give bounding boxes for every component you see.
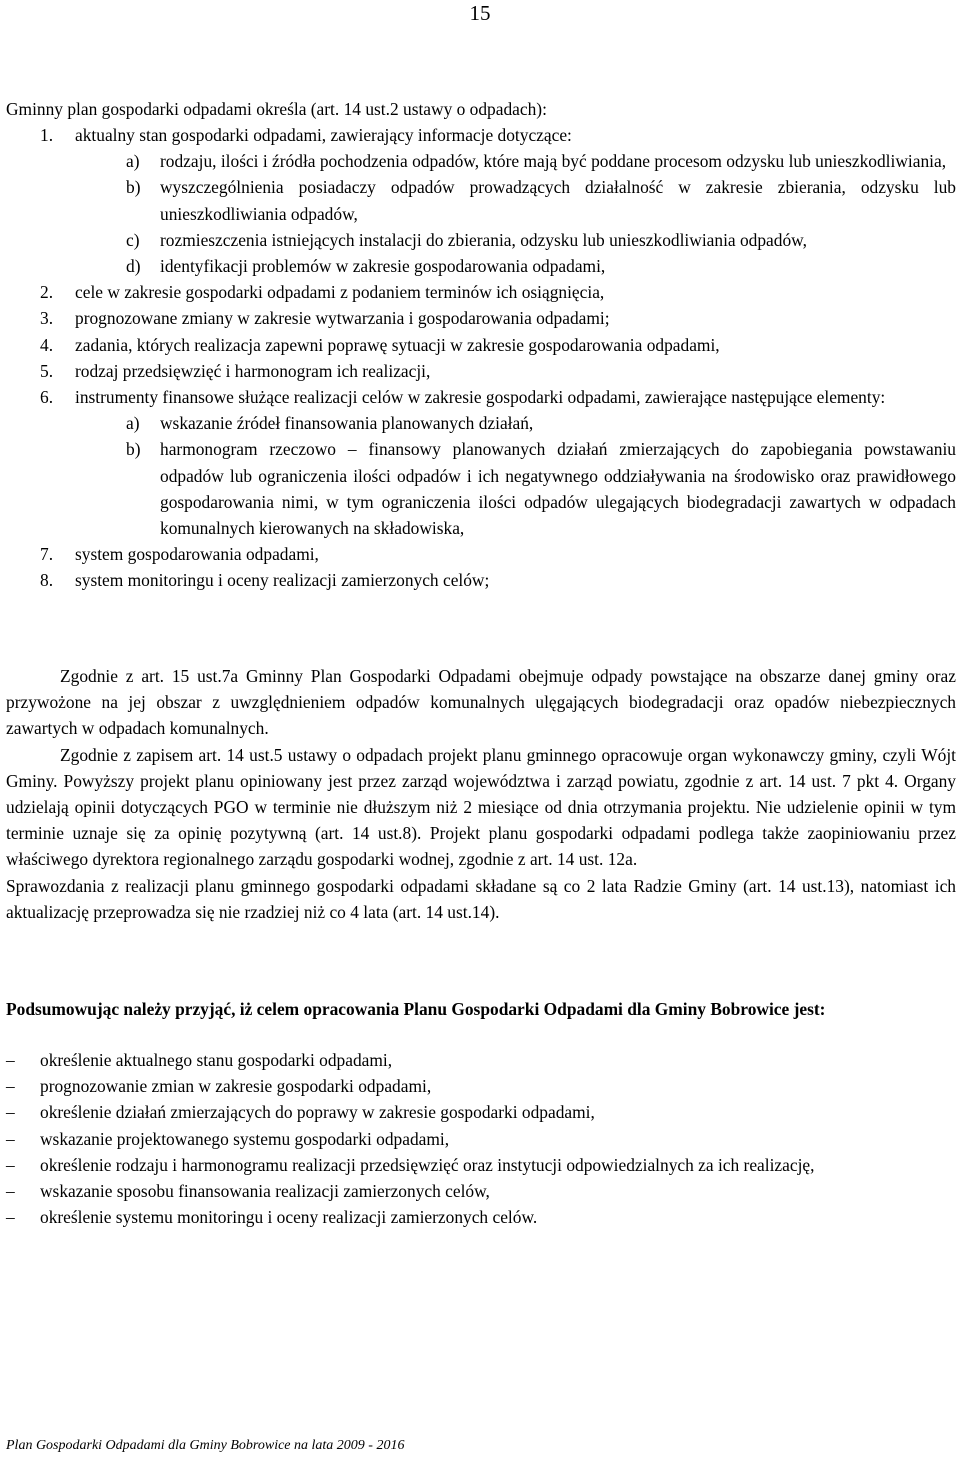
list-item (6, 1152, 956, 1178)
bullet-text: określenie rodzaju i harmonogramu realizacji przedsięwzięć oraz instytucji odpowiedzialnych za ich realizację, (40, 1154, 815, 1175)
list-item (6, 541, 956, 567)
sub-item-label: c) (126, 229, 140, 250)
sub-item-text: rodzaju, ilości i źródła pochodzenia odpadów, które mają być poddane procesom odzysku lub unieszkodliwiania, (160, 151, 947, 172)
paragraph: Zgodnie z art. 15 ust.7a Gminny Plan Gospodarki Odpadami obejmuje odpady powstające na obszarze danej gminy oraz przywożone na jej obszar z uwzględnieniem odpadów komunalnych ulęgających biodegradacji oraz opadów niebezpiecznych zawartych w odpadach komunalnych. (6, 666, 956, 739)
dash-bullet: – (6, 1128, 15, 1149)
list-item (6, 1178, 956, 1204)
goals-list (6, 1047, 956, 1230)
list-item (6, 1204, 956, 1230)
sub-item-text: wskazanie źródeł finansowania planowanych działań, (160, 413, 534, 434)
list-item (6, 332, 956, 358)
sub-item-text: rozmieszczenia istniejących instalacji do zbierania, odzysku lub unieszkodliwiania odpadów, (160, 229, 807, 250)
sub-item (6, 410, 956, 436)
item-number: 2. (40, 282, 54, 303)
list-item (6, 358, 956, 384)
paragraph: Sprawozdania z realizacji planu gminnego gospodarki odpadami składane są co 2 lata Radzie Gminy (art. 14 ust.13), natomiast ich aktualizację przeprowadza się nie rzadziej niż co 4 lata (art. 14 ust.14). (6, 875, 956, 922)
bullet-text: określenie systemu monitoringu i oceny realizacji zamierzonych celów. (40, 1207, 538, 1228)
sub-item (6, 253, 956, 279)
sub-item-label: a) (126, 413, 140, 434)
item-text: cele w zakresie gospodarki odpadami z podaniem terminów ich osiągnięcia, (75, 282, 605, 303)
sub-item (6, 227, 956, 253)
sub-item (6, 148, 956, 174)
intro-text: Gminny plan gospodarki odpadami określa (art. 14 ust.2 ustawy o odpadach): (6, 99, 547, 119)
item-number: 3. (40, 308, 54, 329)
sub-item-label: a) (126, 151, 140, 172)
sub-item-text: identyfikacji problemów w zakresie gospodarowania odpadami, (160, 256, 606, 277)
item-number: 5. (40, 360, 54, 381)
item-number: 8. (40, 570, 54, 591)
item-text: system monitoringu i oceny realizacji zamierzonych celów; (75, 570, 490, 591)
item-text: zadania, których realizacja zapewni poprawę sytuacji w zakresie gospodarowania odpadami, (75, 334, 720, 355)
body-paragraphs (6, 663, 956, 925)
bullet-text: określenie działań zmierzających do poprawy w zakresie gospodarki odpadami, (40, 1102, 595, 1123)
item-text: prognozowane zmiany w zakresie wytwarzania i gospodarowania odpadami; (75, 308, 610, 329)
list-item (6, 1073, 956, 1099)
sub-item-label: d) (126, 256, 141, 277)
sub-item-text: wyszczególnienia posiadaczy odpadów prowadzących działalność w zakresie zbierania, odzysku lub unieszkodliwiania odpadów, (160, 177, 956, 224)
item-number: 4. (40, 334, 54, 355)
item-text: instrumenty finansowe służące realizacji celów w zakresie gospodarki odpadami, zawierające następujące elementy: (75, 387, 886, 408)
dash-bullet: – (6, 1050, 15, 1070)
dash-bullet: – (6, 1207, 15, 1228)
dash-bullet: – (6, 1076, 15, 1097)
list-item (6, 1099, 956, 1125)
bullet-text: wskazanie projektowanego systemu gospodarki odpadami, (40, 1128, 450, 1149)
item-number: 1. (40, 125, 54, 145)
dash-bullet: – (6, 1154, 15, 1175)
list-item (6, 567, 956, 593)
page-number: 15 (469, 1, 491, 25)
sub-item-label: b) (126, 177, 141, 198)
sub-item (6, 174, 956, 226)
list-item (6, 1126, 956, 1152)
summary-heading: Podsumowując należy przyjąć, iż celem opracowania Planu Gospodarki Odpadami dla Gminy Bobrowice jest: (6, 999, 826, 1019)
sub-item-label: b) (126, 439, 141, 460)
sub-item-text: harmonogram rzeczowo – finansowy planowanych działań zmierzających do zapobiegania powstawaniu odpadów lub ograniczenia ilości odpadów i ich negatywnego oddziaływania na środowisko oraz prawidłowego gospodarowania nimi, w tym ograniczenia ilości odpadów ulegających biodegradacji zawartych w odpadach komunalnych kierowanych na składowiska, (160, 439, 956, 539)
requirements-list (6, 122, 956, 594)
list-item (6, 279, 956, 305)
sub-item (6, 436, 956, 541)
list-item (6, 1047, 956, 1073)
bullet-text: wskazanie sposobu finansowania realizacji zamierzonych celów, (40, 1181, 490, 1202)
bullet-text: określenie aktualnego stanu gospodarki odpadami, (40, 1050, 393, 1070)
item-text: rodzaj przedsięwzięć i harmonogram ich realizacji, (75, 360, 431, 381)
dash-bullet: – (6, 1102, 15, 1123)
bullet-text: prognozowanie zmian w zakresie gospodarki odpadami, (40, 1076, 432, 1097)
page-footer: Plan Gospodarki Odpadami dla Gminy Bobrowice na lata 2009 - 2016 (6, 1438, 405, 1453)
paragraph: Zgodnie z zapisem art. 14 ust.5 ustawy o odpadach projekt planu gminnego opracowuje organ wykonawczy gminy, czyli Wójt Gminy. Powyższy projekt planu opiniowany jest przez zarząd województwa i zarząd powiatu, zgodnie z art. 14 ust. 7 pkt 4. Organy udzielają opinii dotyczących PGO w terminie nie dłuższym niż 2 miesiące od dnia otrzymania projektu. Nie udzielenie opinii w tym terminie uznaje się za opinię pozytywną (art. 14 ust.8). Projekt planu gospodarki odpadami podlega także zaopiniowaniu przez właściwego dyrektora regionalnego zarządu gospodarki wodnej, zgodnie z art. 14 ust. 12a. (6, 744, 956, 870)
item-number: 6. (40, 387, 54, 408)
list-item (6, 122, 956, 148)
item-text: aktualny stan gospodarki odpadami, zawierający informacje dotyczące: (75, 125, 572, 145)
item-text: system gospodarowania odpadami, (75, 544, 319, 565)
list-item (6, 384, 956, 410)
item-number: 7. (40, 544, 54, 565)
list-item (6, 305, 956, 331)
dash-bullet: – (6, 1181, 15, 1202)
